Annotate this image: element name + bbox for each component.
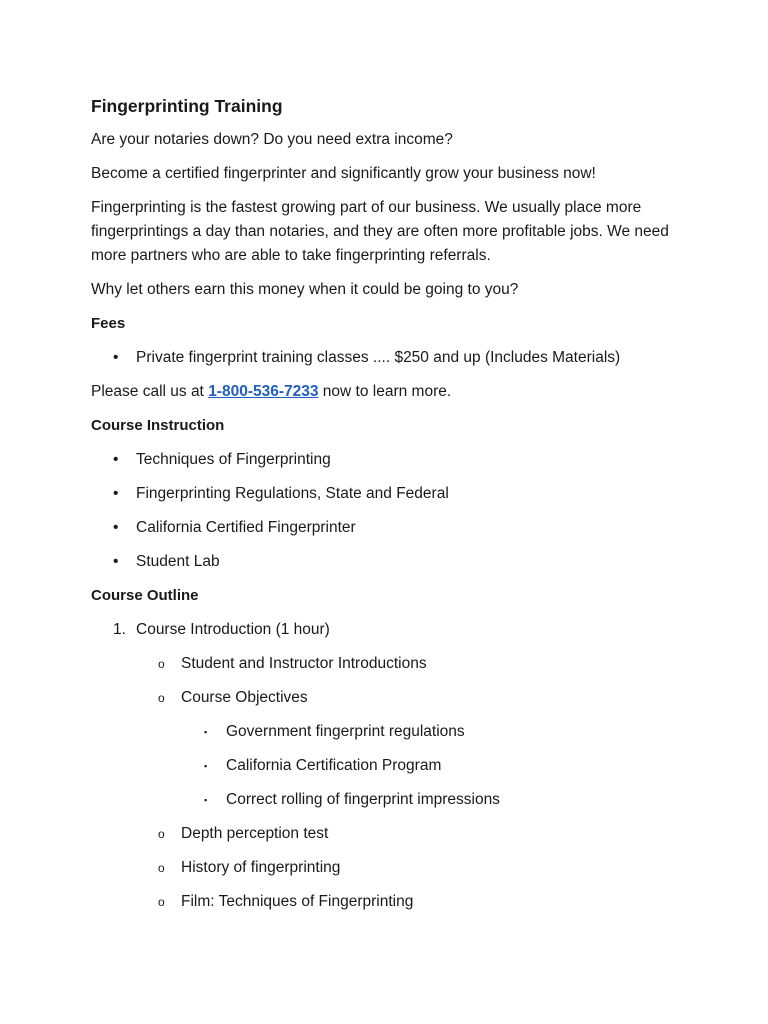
course-outline-heading: Course Outline: [91, 587, 199, 604]
bullet-marker: •: [113, 519, 119, 536]
list-item: [91, 516, 691, 540]
list-item: [91, 618, 691, 642]
bullet-marker: •: [113, 451, 119, 468]
list-item: [91, 686, 691, 710]
bullet-marker: •: [113, 553, 119, 570]
square-marker: ▪: [204, 727, 208, 737]
list-item: [91, 346, 691, 370]
intro-paragraph-1: Are your notaries down? Do you need extra income?: [91, 131, 453, 148]
number-marker: 1.: [113, 621, 126, 638]
outline-subitem-text: Film: Techniques of Fingerprinting: [181, 893, 414, 910]
call-suffix: now to learn more.: [318, 383, 452, 400]
circle-marker: o: [158, 861, 165, 875]
bullet-marker: •: [113, 349, 119, 366]
instruction-item-text: Fingerprinting Regulations, State and Federal: [136, 485, 449, 502]
list-item: [91, 652, 691, 676]
instruction-item-text: Student Lab: [136, 553, 220, 570]
list-item: [91, 720, 691, 744]
fees-heading: Fees: [91, 315, 126, 332]
square-marker: ▪: [204, 795, 208, 805]
outline-item-text: Course Introduction (1 hour): [136, 621, 330, 638]
circle-marker: o: [158, 657, 165, 671]
list-item: [91, 856, 691, 880]
circle-marker: o: [158, 691, 165, 705]
list-item: [91, 448, 691, 472]
objective-item-text: California Certification Program: [226, 757, 442, 774]
course-outline-list: [91, 618, 691, 914]
course-instruction-heading: Course Instruction: [91, 417, 225, 434]
bullet-marker: •: [113, 485, 119, 502]
intro-paragraph-4: Why let others earn this money when it could be going to you?: [91, 281, 519, 298]
circle-marker: o: [158, 827, 165, 841]
list-item: [91, 822, 691, 846]
fee-item-text: Private fingerprint training classes .... $250 and up (Includes Materials): [136, 349, 621, 366]
list-item: [91, 550, 691, 574]
objective-item-text: Government fingerprint regulations: [226, 723, 465, 740]
call-prefix: Please call us at: [91, 383, 209, 400]
course-instruction-list: [91, 448, 691, 574]
phone-link[interactable]: 1-800-536-7233: [208, 383, 319, 400]
list-item: [91, 788, 691, 812]
outline-subitem-text: Course Objectives: [181, 689, 308, 706]
intro-paragraph-3: Fingerprinting is the fastest growing part of our business. We usually place more fingerprintings a day than notaries, and they are often more profitable jobs. We need more partners who are able to take fingerprinting referrals.: [91, 199, 669, 264]
list-item: [91, 754, 691, 778]
call-paragraph: [91, 380, 691, 404]
square-marker: ▪: [204, 761, 208, 771]
document-page: [91, 94, 691, 924]
list-item: [91, 890, 691, 914]
outline-subitem-text: Depth perception test: [181, 825, 329, 842]
instruction-item-text: Techniques of Fingerprinting: [136, 451, 331, 468]
document-title: Fingerprinting Training: [91, 96, 283, 116]
objective-item-text: Correct rolling of fingerprint impressions: [226, 791, 500, 808]
instruction-item-text: California Certified Fingerprinter: [136, 519, 356, 536]
intro-paragraph-2: Become a certified fingerprinter and significantly grow your business now!: [91, 165, 596, 182]
outline-subitem-text: Student and Instructor Introductions: [181, 655, 427, 672]
outline-subitem-text: History of fingerprinting: [181, 859, 341, 876]
list-item: [91, 482, 691, 506]
fees-list: [91, 346, 691, 370]
circle-marker: o: [158, 895, 165, 909]
